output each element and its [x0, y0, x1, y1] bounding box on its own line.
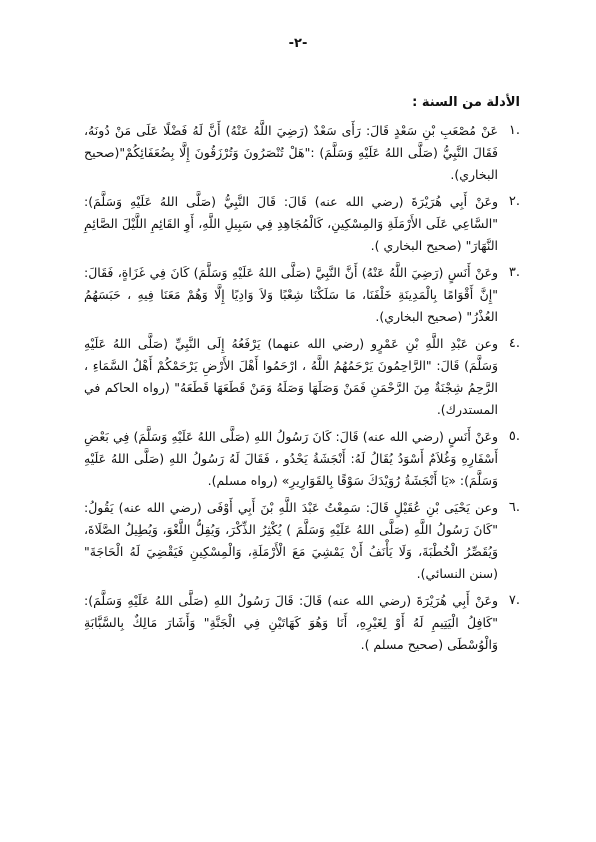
item-number: ٦. — [508, 500, 520, 515]
list-item — [84, 590, 520, 656]
item-text: وعَنْ أَنَسٍ (رضي الله عنه) قَالَ: كَانَ رَسُولُ اللهِ (صَلَّى اللهُ عَلَيْهِ وَسَلَّمَ) فِي بَعْضِ أَسْفَارِهِ وَغُلاَمٌ أَسْوَدُ يُقَالُ لَهُ: أَنْجَشَةُ يَحْدُو ، فَقَالَ لَهُ رَسُولُ اللهِ (صَلَّى اللهُ عَلَيْهِ وَسَلَّمَ): «يَا أَنْجَشَةُ رُوَيْدَكَ سَوْقًا بِالقَوَارِيرِ» (رواه مسلم). — [84, 429, 498, 488]
item-text: عَنْ مُصْعَبِ بْنِ سَعْدٍ قَالَ: رَأَى سَعْدٌ (رَضِيَ اللَّهُ عَنْهُ) أَنَّ لَهُ فَضْلًا عَلَى مَنْ دُونَهُ، فَقَالَ النَّبِيُّ (صَلَّى اللهُ عَلَيْهِ وَسَلَّمَ) :"هَلْ تُنْصَرُونَ وَتُرْزَقُونَ إِلَّا بِضُعَفَائِكُمْ"(صحيح البخاري). — [84, 123, 498, 182]
item-number: ٢. — [508, 194, 520, 209]
item-text: وعن يَحْيَى بْنِ عُقَيْلٍ قَالَ: سَمِعْتُ عَبْدَ اللَّهِ بْنَ أَبِي أَوْفَى (رضي الله عنه) يَقُولُ: "كَانَ رَسُولُ اللَّهِ (صَلَّى اللهُ عَلَيْهِ وَسَلَّمَ ) يُكْثِرُ الذِّكْرَ، وَيُقِلُّ اللَّغْوَ، وَيُطِيلُ الصَّلَاةَ، وَيُقَصِّرُ الْخُطْبَةَ، وَلَا يَأْنَفُ أَنْ يَمْشِيَ مَعَ الْأَرْمَلَةِ، وَالْمِسْكِينِ فَيَقْضِيَ لَهُ الْحَاجَةَ" (سنن النسائي). — [84, 500, 498, 581]
item-number: ٣. — [508, 265, 520, 280]
item-number: ٥. — [508, 429, 520, 444]
list-item — [84, 191, 520, 257]
item-text: وعَنْ أَبِي هُرَيْرَةَ (رضي الله عنه) قَالَ: قَالَ رَسُولُ اللهِ (صَلَّى اللهُ عَلَيْهِ وَسَلَّمَ): "كَافِلُ الْيَتِيمِ لَهُ أَوْ لِغَيْرِهِ، أَنَا وَهُوَ كَهَاتَيْنِ فِي الْجَنَّةِ" وَأَشَارَ مَالِكٌ بِالسَّبَّابَةِ وَالْوُسْطَى (صحيح مسلم ). — [84, 593, 498, 652]
item-text: وعَنْ أَنَسٍ (رَضِيَ اللَّهُ عَنْهُ) أَنَّ النَّبِيَّ (صَلَّى اللهُ عَلَيْهِ وَسَلَّمَ) كَانَ فِي غَزَاةٍ، فَقَالَ: "إِنَّ أَقْوَامًا بِالْمَدِينَةِ خَلْفَنَا، مَا سَلَكْنَا شِعْبًا وَلاَ وَادِيًا إِلَّا وَهُمْ مَعَنَا فِيهِ ، حَبَسَهُمُ العُذْرُ" (صحيح البخاري). — [84, 265, 498, 324]
item-number: ٧. — [508, 593, 520, 608]
section-heading: الأدلة من السنة : — [412, 95, 520, 110]
list-item — [84, 497, 520, 585]
item-number: ١. — [508, 123, 520, 138]
page-number: -٢- — [288, 36, 308, 51]
page-content — [84, 92, 520, 661]
list-item — [84, 333, 520, 421]
item-text: وعن عَبْدِ اللَّهِ بْنِ عَمْرٍو (رضي الله عنهما) يَرْفَعُهُ إِلَى النَّبِيِّ (صَلَّى اللهُ عَلَيْهِ وَسَلَّمَ) قَالَ: "الرَّاحِمُونَ يَرْحَمُهُمُ اللَّهُ ، ارْحَمُوا أَهْلَ الأَرْضِ يَرْحَمْكُمْ أَهْلُ السَّمَاءِ ، الرَّحِمُ شِجْنَةٌ مِنَ الرَّحْمَنِ فَمَنْ وَصَلَهَا وَصَلَهُ وَمَنْ قَطَعَهَا قَطَعَهُ" (رواه الحاكم في المستدرك). — [84, 336, 498, 417]
item-number: ٤. — [508, 336, 520, 351]
list-item — [84, 120, 520, 186]
list-item — [84, 262, 520, 328]
item-text: وعَنْ أَبِي هُرَيْرَةَ (رضي الله عنه) قَالَ: قَالَ النَّبِيُّ (صَلَّى اللهُ عَلَيْهِ وَسَلَّمَ): "السَّاعِي عَلَى الأَرْمَلَةِ وَالمِسْكِينِ، كَالْمُجَاهِدِ فِي سَبِيلِ اللَّهِ، أَوِ القَائِمِ اللَّيْلَ الصَّائِمِ النَّهَارَ" (صحيح البخاري ). — [84, 194, 498, 253]
list-item — [84, 426, 520, 492]
